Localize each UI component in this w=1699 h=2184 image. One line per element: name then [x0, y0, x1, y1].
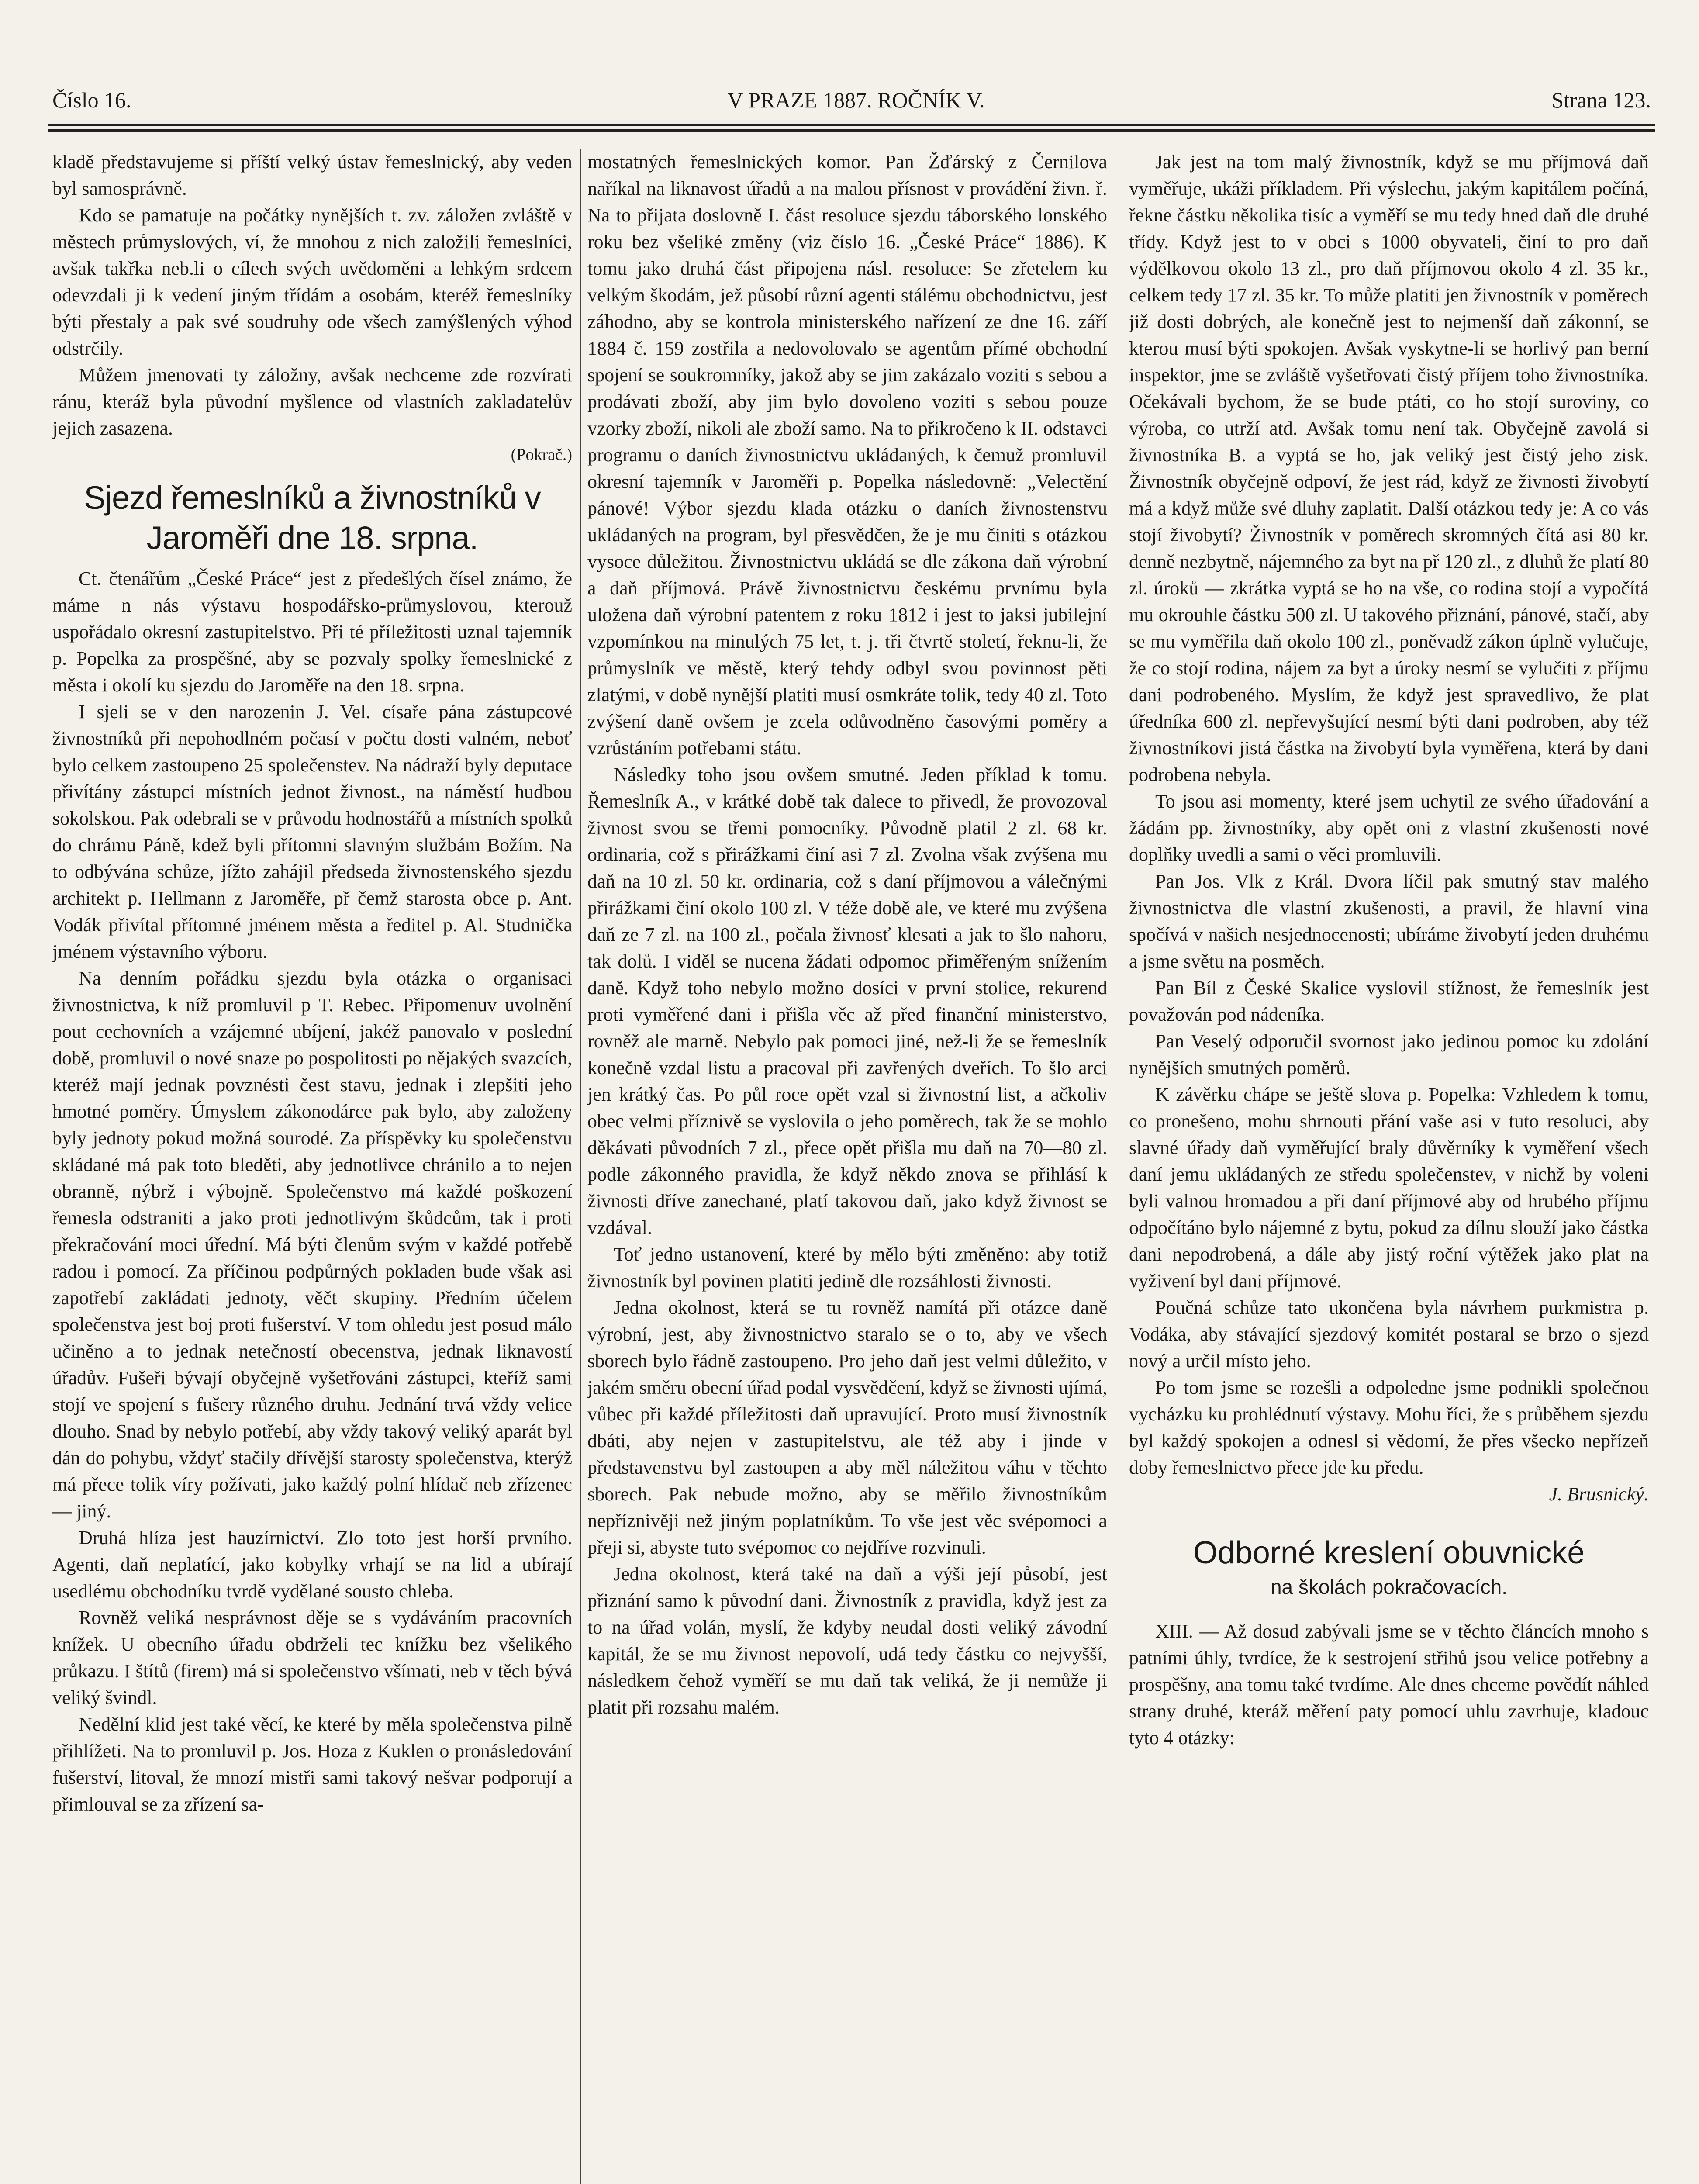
paragraph: Druhá hlíza jest hauzírnictví. Zlo toto jest horší prvního. Agenti, daň neplatící, jako kobylky vrhají se na lid a ubírají usedlému obchodníku tvrdě vydělané sousto chleba.: [52, 1527, 572, 1602]
paragraph: Jedna okolnost, která také na daň a výši její působí, jest přiznání samo k původní dani. Živnostník z pravidla, když jest za to na úřad volán, myslí, že kdyby neudal dosti veliký závodní kapitál, že se mu živnost nepovolí, udá tedy částku co nejvyšší, následkem čehož vyměří se mu daň tak veliká, že ji nemůže ji platit při rozsahu malém.: [587, 1563, 1107, 1718]
paragraph: Kdo se pamatuje na počátky nynějších t. zv. záložen zvláště v městech průmyslových, ví, že mnohou z nich založili řemeslníci, avšak takřka neb.li o cílech svých uvědoměni a lehkým srdcem odevzdali ji k vedení jiným třídám a osobám, kteréž řemeslníky býti přestaly a pak své soudruhy ode všech zamýšlených výhod odstrčily.: [52, 204, 572, 359]
column-3: [1129, 149, 1649, 2184]
paragraph: Jedna okolnost, která se tu rovněž namítá při otázce daně výrobní, jest, aby živnostnictvo staralo se o to, aby ve všech sborech bylo řádně zastoupeno. Pro jeho daň jest velmi důležito, v jakém směru obecní úřad podal vysvědčení, když se živnosti ujímá, vůbec při každé příležitosti daň upravující. Proto musí živnostník dbáti, aby nejen v zastupitelstvu, ale též aby i jinde v představenstvu byl zastoupen a aby měl náležitou váhu v těchto sborech. Pak nebude možno, aby se měřilo živnostníkům nepříznivěji než jiným poplatníkům. To vše jest věc svépomoci a přeji si, abyste tuto svépomoc co nejdříve rozvinuli.: [587, 1297, 1107, 1558]
paragraph: XIII. — Až dosud zabývali jsme se v těchto článcích mnoho s patními úhly, tvrdíce, že k sestrojení střihů jsou velice potřebny a prospěšny, ana tomu také tvrdíme. Ale dnes chceme povědít náhled strany druhé, kteráž měření paty pomocí uhlu zavrhuje, kladouc tyto 4 otázky:: [1129, 1621, 1649, 1749]
author-signature: J. Brusnický.: [1549, 1483, 1649, 1505]
paragraph: K závěrku chápe se ještě slova p. Popelka: Vzhledem k tomu, co pronešeno, mohu shrnouti přání vaše asi v tuto resoluci, aby slavné úřady daň vyměřující braly důvěrníky k vyměření všech daní jemu ukládaných ze středu společenstev, v nichž by voleni byli valnou hromadou a při daní příjmové aby od hrubého příjmu odpočítáno bylo nájemné z bytu, pokud za dílnu slouží jako částka dani nepodrobená, a dále aby jistý roční výtěžek jako plat na vyživení byl dani příjmové.: [1129, 1084, 1649, 1292]
column-1: [52, 149, 572, 2184]
paragraph: Pan Bíl z České Skalice vyslovil stížnost, že řemeslník jest považován pod nádeníka.: [1129, 977, 1649, 1025]
paragraph: Jak jest na tom malý živnostník, když se mu příjmová daň vyměřuje, ukáži příkladem. Při výslechu, jakým kapitálem počíná, řekne částku několika tisíc a vyměří se mu tedy hned daň dle druhé třídy. Když jest to v obci s 1000 obyvateli, činí to pro daň výdělkovou okolo 13 zl., pro daň příjmovou okolo 4 zl. 35 kr., celkem tedy 17 zl. 35 kr. To může platiti jen živnostník v poměrech již dosti dobrých, ale konečně jest to nejmenší daň zákonní, se kterou musí býti spokojen. Avšak vyskytne-li se horlivý pan berní inspektor, jme se zvláště vyšetřovati čistý příjem toho živnostníka. Očekávali bychom, že se bude ptáti, co ho stojí suroviny, co výroba, co utrží atd. Avšak tomu není tak. Obyčejně zavolá si živnostníka B. a vyptá se ho, jak veliký jest čistý jeho zisk. Živnostník obyčejně odpoví, že jest rád, když ze živnosti živobytí má a když může své dluhy zaplatit. Další otázkou tedy je: A co vás stojí živobytí? Živnostník v poměrech skromných čítá asi 80 kr. denně nezbytně, nájemného za byt na př 120 zl., z dluhů že platí 80 zl. úroků — zkrátka vyptá se ho na vše, co rodina stojí a vypočítá mu okrouhle částku 500 zl. U takového přiznání, pánové, stačí, aby se mu vyměřila daň okolo 100 zl., poněvadž zákon úplně vylučuje, že co stojí rodina, nájem za byt a úroky nesmí se vylučiti z příjmu dani podrobeného. Myslím, že když jest spravedlivo, že plat úředníka 600 zl. nepřevyšující nesmí býti dani podroben, aby též živnostníkovi jistá částka na živobytí byla vyměřena, která by dani podrobena nebyla.: [1129, 151, 1649, 785]
paragraph: Ct. čtenářům „České Práce“ jest z předešlých čísel známo, že máme n nás výstavu hospodářsko-průmyslovou, kterouž uspořádalo okresní zastupitelstvo. Při té příležitosti uznal tajemník p. Popelka za prospěšné, aby se pozvaly spolky řemeslnické z města i okolí ku sjezdu do Jaroměře na den 18. srpna.: [52, 568, 572, 696]
paragraph: Rovněž veliká nesprávnost děje se s vydáváním pracovních knížek. U obecního úřadu obdrželi tec knížku bez všelikého průkazu. I štítů (firem) má si společenstvo všímati, neb v těch bývá veliký švindl.: [52, 1607, 572, 1708]
header-rule-thin: [48, 124, 1655, 126]
paragraph: Nedělní klid jest také věcí, ke které by měla společenstva pilně přihlížeti. Na to promluvil p. Jos. Hoza z Kuklen o pronásledování fušerství, litoval, že mnozí mistři sami takový nešvar podporují a přimlouval se za zřízení sa-: [52, 1714, 572, 1815]
issue-number: Číslo 16.: [52, 88, 131, 112]
paragraph: To jsou asi momenty, které jsem uchytil ze svého úřadování a žádám pp. živnostníky, aby opět oni z vlastní zkušenosti nové doplňky uvedli a sami o věci promluvili.: [1129, 791, 1649, 865]
header-rule-thick: [48, 129, 1655, 132]
paragraph: Na denním pořádku sjezdu byla otázka o organisaci živnostnictva, k níž promluvil p T. Rebec. Připomenuv uvolnění pout cechovních a vzájemné ubíjení, jakéž panovalo v poslední době, promluvil o nové snaze po pospolitosti po nějakých svazcích, kteréž mají jednak povznésti čest stavu, jednak i zlepšiti jeho hmotné poměry. Úmyslem zákonodárce pak bylo, aby založeny byly jednoty pokud možná sourodé. Za příspěvky ku společenstvu skládané má pak toto bleděti, aby jednotlivce chránilo a to nejen obranně, nýbrž i výbojně. Společenstvo má každé poškození řemesla odstraniti a jako proti jednotlivým škůdcům, tak i proti překračování moci úřední. Má býti členům svým v každé potřebě radou i pomocí. Za příčinou podpůrných pokladen bude však asi zapotřebí zakládati jednoty, věčt skupiny. Předním účelem společenstva jest boj proti fušerství. V tom ohledu jest posud málo učiněno a to jednak netečností obecenstva, jednak liknavostí úřadův. Fušeři bývají obyčejně vyšetřováni zástupci, kteříž sami stojí ve spojení s fušery různého druhu. Jednání trvá vždy velice dlouho. Snad by nebylo potřebí, aby vždy takový veliký aparát byl dán do pohybu, vždyť stačily dřívější starosty společenstva, kterýž má přece tolik víry požívati, jako každý polní hlídač neb zřízenec — jiný.: [52, 968, 572, 1522]
paragraph: Následky toho jsou ovšem smutné. Jeden příklad k tomu. Řemeslník A., v krátké době tak dalece to přivedl, že provozoval živnost svou se třemi pomocníky. Původně platil 2 zl. 68 kr. ordinaria, což s přirážkami činí asi 7 zl. Zvolna však zvýšena mu daň na 10 zl. 50 kr. ordinaria, což s daní příjmovou a válečnými přirážkami činí okolo 100 zl. V téže době ale, ve které mu zvýšena daň ze 7 zl. na 100 zl., počala živnosť klesati a jak to šlo nahoru, tak dolů. I viděl se nucena žádati odpomoc přiměřeným snížením daně. Když toho nebylo možno dosíci v první stolice, rekurend proti vyměřené dani i přišla věc až před finanční ministerstvo, rovněž ale marně. Nebylo pak pomoci jiné, než-li že se řemeslník konečně vzdal listu a pracoval při zavřených dveřích. To šlo arci jen krátký čas. Po půl roce opět vzal si živnostní list, a ačkoliv obec velmi příznivě se vyslovila o jeho poměrech, tak že se mohlo děkávati původních 7 zl., přece opět přišla mu daň na 70—80 zl. podle zákonného pravidla, že když někdo znova se přihlásí k živnosti dříve zanechané, platí takovou daň, jako když živnost se vzdával.: [587, 764, 1107, 1238]
paragraph: I sjeli se v den narozenin J. Vel. císaře pána zástupcové živnostníků při nepohodlném počasí v počtu dosti valném, neboť bylo celkem zastoupeno 25 společenstev. Na nádraží byly deputace přivítány zástupci místních jednot živnost., na náměstí hudbou sokolskou. Pak odebrali se v průvodu hodnostářů a místních spolků do chrámu Páně, kdež byli přítomni slavným službám Božím. Na to odbývána schůze, jížto zahájil předseda živnostenského sjezdu architekt p. Hellmann z Jaroměře, př čemž starosta obce p. Ant. Vodák přivítal přítomné jménem města a ředitel p. Al. Studnička jménem výstavního výboru.: [52, 701, 572, 962]
paragraph: Můžem jmenovati ty záložny, avšak nechceme zde rozvírati ránu, kteráž byla původní myšlence od vlastních zakladatelův jejich zasazena.: [52, 364, 572, 439]
article-subtitle: na školách pokračovacích.: [1270, 1576, 1508, 1598]
page-header: [48, 87, 1655, 122]
paragraph: Pan Veselý odporučil svornost jako jedinou pomoc ku zdolání nynějších smutných poměrů.: [1129, 1030, 1649, 1078]
column-2: [587, 149, 1107, 2184]
paragraph: mostatných řemeslnických komor. Pan Žďárský z Černilova naříkal na liknavost úřadů a na malou přísnost v provádění živn. ř. Na to přijata doslovně I. část resoluce sjezdu táborského lonského roku bez všeliké změny (viz číslo 16. „České Práce“ 1886). K tomu jako druhá část připojena násl. resoluce: Se zřetelem ku velkým škodám, jež působí různí agenti stálému obchodnictvu, jest záhodno, aby se kontrola ministerského nařízení ze dne 16. září 1884 č. 159 zostřila a nedovolovalo se agentům přímé obchodní spojení se soukromníky, jakož aby se jim zakázalo voziti s sebou a prodávati zboží, aby jim bylo dovoleno voziti s sebou pouze vzorky zboží, nikoli ale zboží samo. Na to přikročeno k II. odstavci programu o daních živnostnictvu ukládaných, k čemuž promluvil okresní tajemník v Jaroměři p. Popelka následovně: „Velectění pánové! Výbor sjezdu klada otázku o daních živnostenstvu ukládaných na program, byl přesvědčen, že je mu činiti s otázkou vysoce důležitou. Živnostnictvu ukládá se dle zákona daň výrobní a daň příjmová. Právě živnostnictvu českému prvnímu byla uložena daň výrobní patentem z roku 1812 i jest to jaksi jubilejní vzpomínkou na minulých 75 let, t. j. tři čtvrtě století, řeknu-li, že průmyslník ve městě, který tehdy odbyl svou povinnost pěti zlatými, v době nynější platiti musí osmkráte tolik, tedy 40 zl. Toto zvýšení daně ovšem je zcela odůvodněno časovými poměry a vzrůstáním potřebami státu.: [587, 151, 1107, 759]
paragraph: Toť jedno ustanovení, které by mělo býti změněno: aby totiž živnostník byl povinen platiti jedině dle rozsáhlosti živnosti.: [587, 1244, 1107, 1292]
paragraph: Pan Jos. Vlk z Král. Dvora líčil pak smutný stav malého živnostnictva dle vlastní zkušenosti, a pravil, že hlavní vina spočívá v našich nesjednocenosti; ubíráme živobytí jeden druhému a jsme světu na posměch.: [1129, 871, 1649, 972]
column-divider: [580, 149, 581, 2184]
issue-title: V PRAZE 1887. ROČNÍK V.: [727, 88, 985, 112]
article-title: Odborné kreslení obuvnické: [1193, 1535, 1585, 1570]
paragraph: Po tom jsme se rozešli a odpoledne jsme podnikli společnou vycházku ku prohlédnutí výstavy. Mohu říci, že s průběhem sjezdu byl každý spokojen a odnesl si vědomí, že přes všecko nepřízeň doby řemeslnictvo přece jde ku předu.: [1129, 1377, 1649, 1478]
continuation-note: (Pokrač.): [511, 446, 572, 464]
article-title: Sjezd řemeslníků a živnostníků v Jaroměři dne 18. srpna.: [84, 480, 541, 556]
paragraph: Poučná schůze tato ukončena byla návrhem purkmistra p. Vodáka, aby stávající sjezdový komitét postaral se brzo o sjezd nový a určil místo jeho.: [1129, 1297, 1649, 1372]
paragraph: kladě představujeme si příští velký ústav řemeslnický, aby veden byl samosprávně.: [52, 151, 572, 199]
page-number: Strana 123.: [1551, 88, 1651, 112]
